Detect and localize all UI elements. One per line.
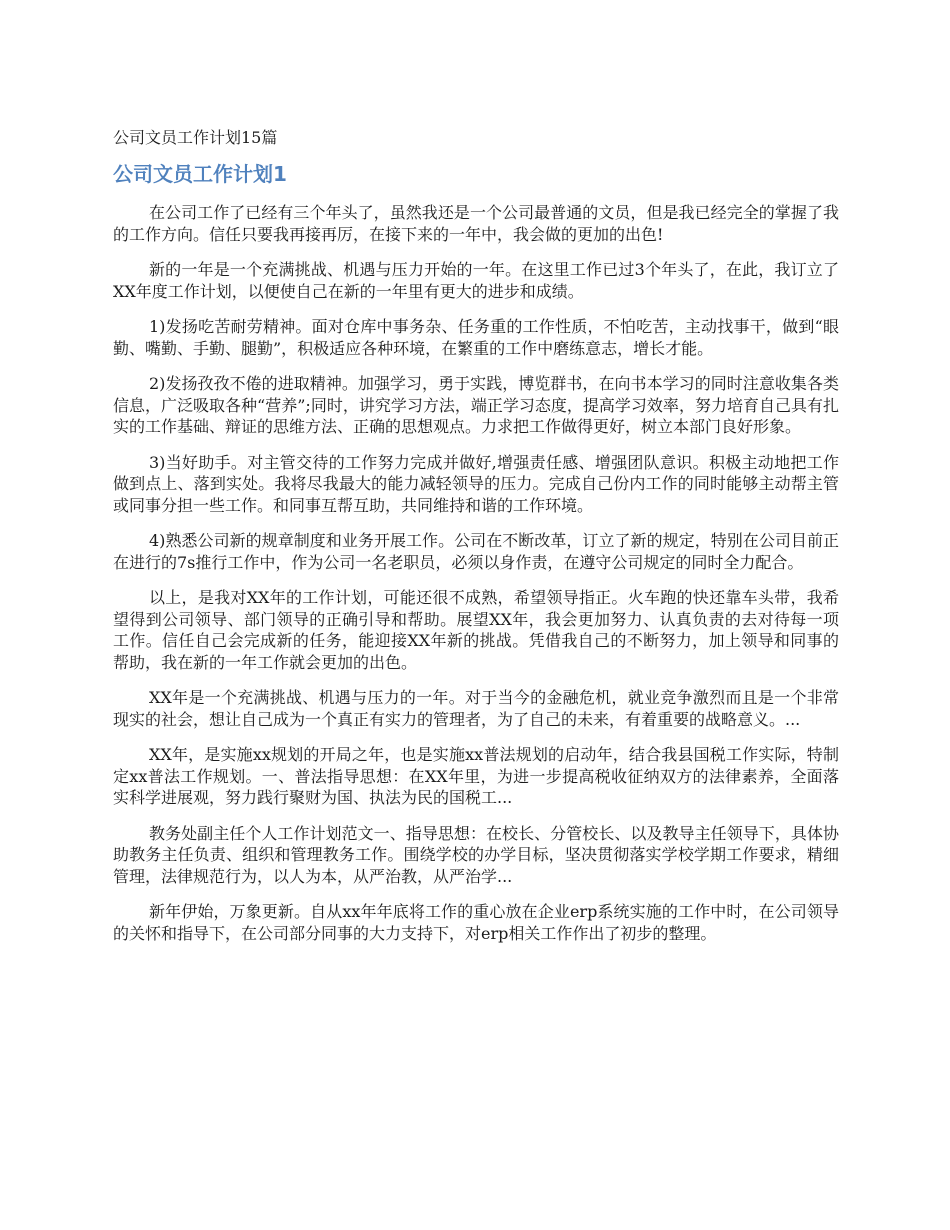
paragraph-2: 新的一年是一个充满挑战、机遇与压力开始的一年。在这里工作已过3个年头了，在此，我订立了XX年度工作计划，以便使自己在新的一年里有更大的进步和成绩。 [113,260,839,301]
paragraph-7: 以上，是我对XX年的工作计划，可能还很不成熟，希望领导指正。火车跑的快还靠车头带，我希望得到公司领导、部门领导的正确引导和帮助。展望XX年，我会更加努力、认真负责的去对待每一项工作。信任自己会完成新的任务，能迎接XX年新的挑战。凭借我自己的不断努力，加上领导和同事的帮助，我在新的一年工作就会更加的出色。 [113,588,839,672]
paragraph-1: 在公司工作了已经有三个年头了，虽然我还是一个公司最普通的文员，但是我已经完全的掌握了我的工作方向。信任只要我再接再厉，在接下来的一年中，我会做的更加的出色! [113,203,839,244]
document-title: 公司文员工作计划15篇 [113,128,278,147]
paragraph-3: 1)发扬吃苦耐劳精神。面对仓库中事务杂、任务重的工作性质，不怕吃苦，主动找事干，做到“眼勤、嘴勤、手勤、腿勤”，积极适应各种环境，在繁重的工作中磨练意志，增长才能。 [113,317,839,358]
paragraph-4: 2)发扬孜孜不倦的进取精神。加强学习，勇于实践，博览群书，在向书本学习的同时注意收集各类信息，广泛吸取各种“营养”;同时，讲究学习方法，端正学习态度，提高学习效率，努力培育自己具有扎实的工作基础、辩证的思维方法、正确的思想观点。力求把工作做得更好，树立本部门良好形象。 [113,374,839,436]
paragraph-11: 新年伊始，万象更新。自从xx年年底将工作的重心放在企业erp系统实施的工作中时，在公司领导的关怀和指导下，在公司部分同事的大力支持下，对erp相关工作作出了初步的整理。 [113,902,839,943]
document-body [113,126,839,958]
paragraph-9: XX年，是实施xx规划的开局之年，也是实施xx普法规划的启动年，结合我县国税工作实际，特制定xx普法工作规划。一、普法指导思想：在XX年里，为进一步提高税收征纳双方的法律素养，全面落实科学进展观，努力践行聚财为国、执法为民的国税工... [113,745,839,807]
paragraph-10: 教务处副主任个人工作计划范文一、指导思想：在校长、分管校长、以及教导主任领导下，具体协助教务主任负责、组织和管理教务工作。围绕学校的办学目标，坚决贯彻落实学校学期工作要求，精细管理，法律规范行为，以人为本，从严治教，从严治学... [113,823,839,886]
section-heading: 公司文员工作计划1 [113,162,287,186]
paragraph-5: 3)当好助手。对主管交待的工作努力完成并做好,增强责任感、增强团队意识。积极主动地把工作做到点上、落到实处。我将尽我最大的能力减轻领导的压力。完成自己份内工作的同时能够主动帮主管或同事分担一些工作。和同事互帮互助，共同维持和谐的工作环境。 [113,452,839,515]
paragraph-6: 4)熟悉公司新的规章制度和业务开展工作。公司在不断改革，订立了新的规定，特别在公司目前正在进行的7s推行工作中，作为公司一名老职员，必须以身作责，在遵守公司规定的同时全力配合。 [113,531,839,572]
paragraph-8: XX年是一个充满挑战、机遇与压力的一年。对于当今的金融危机，就业竞争激烈而且是一个非常现实的社会，想让自己成为一个真正有实力的管理者，为了自己的未来，有着重要的战略意义。... [113,688,839,729]
